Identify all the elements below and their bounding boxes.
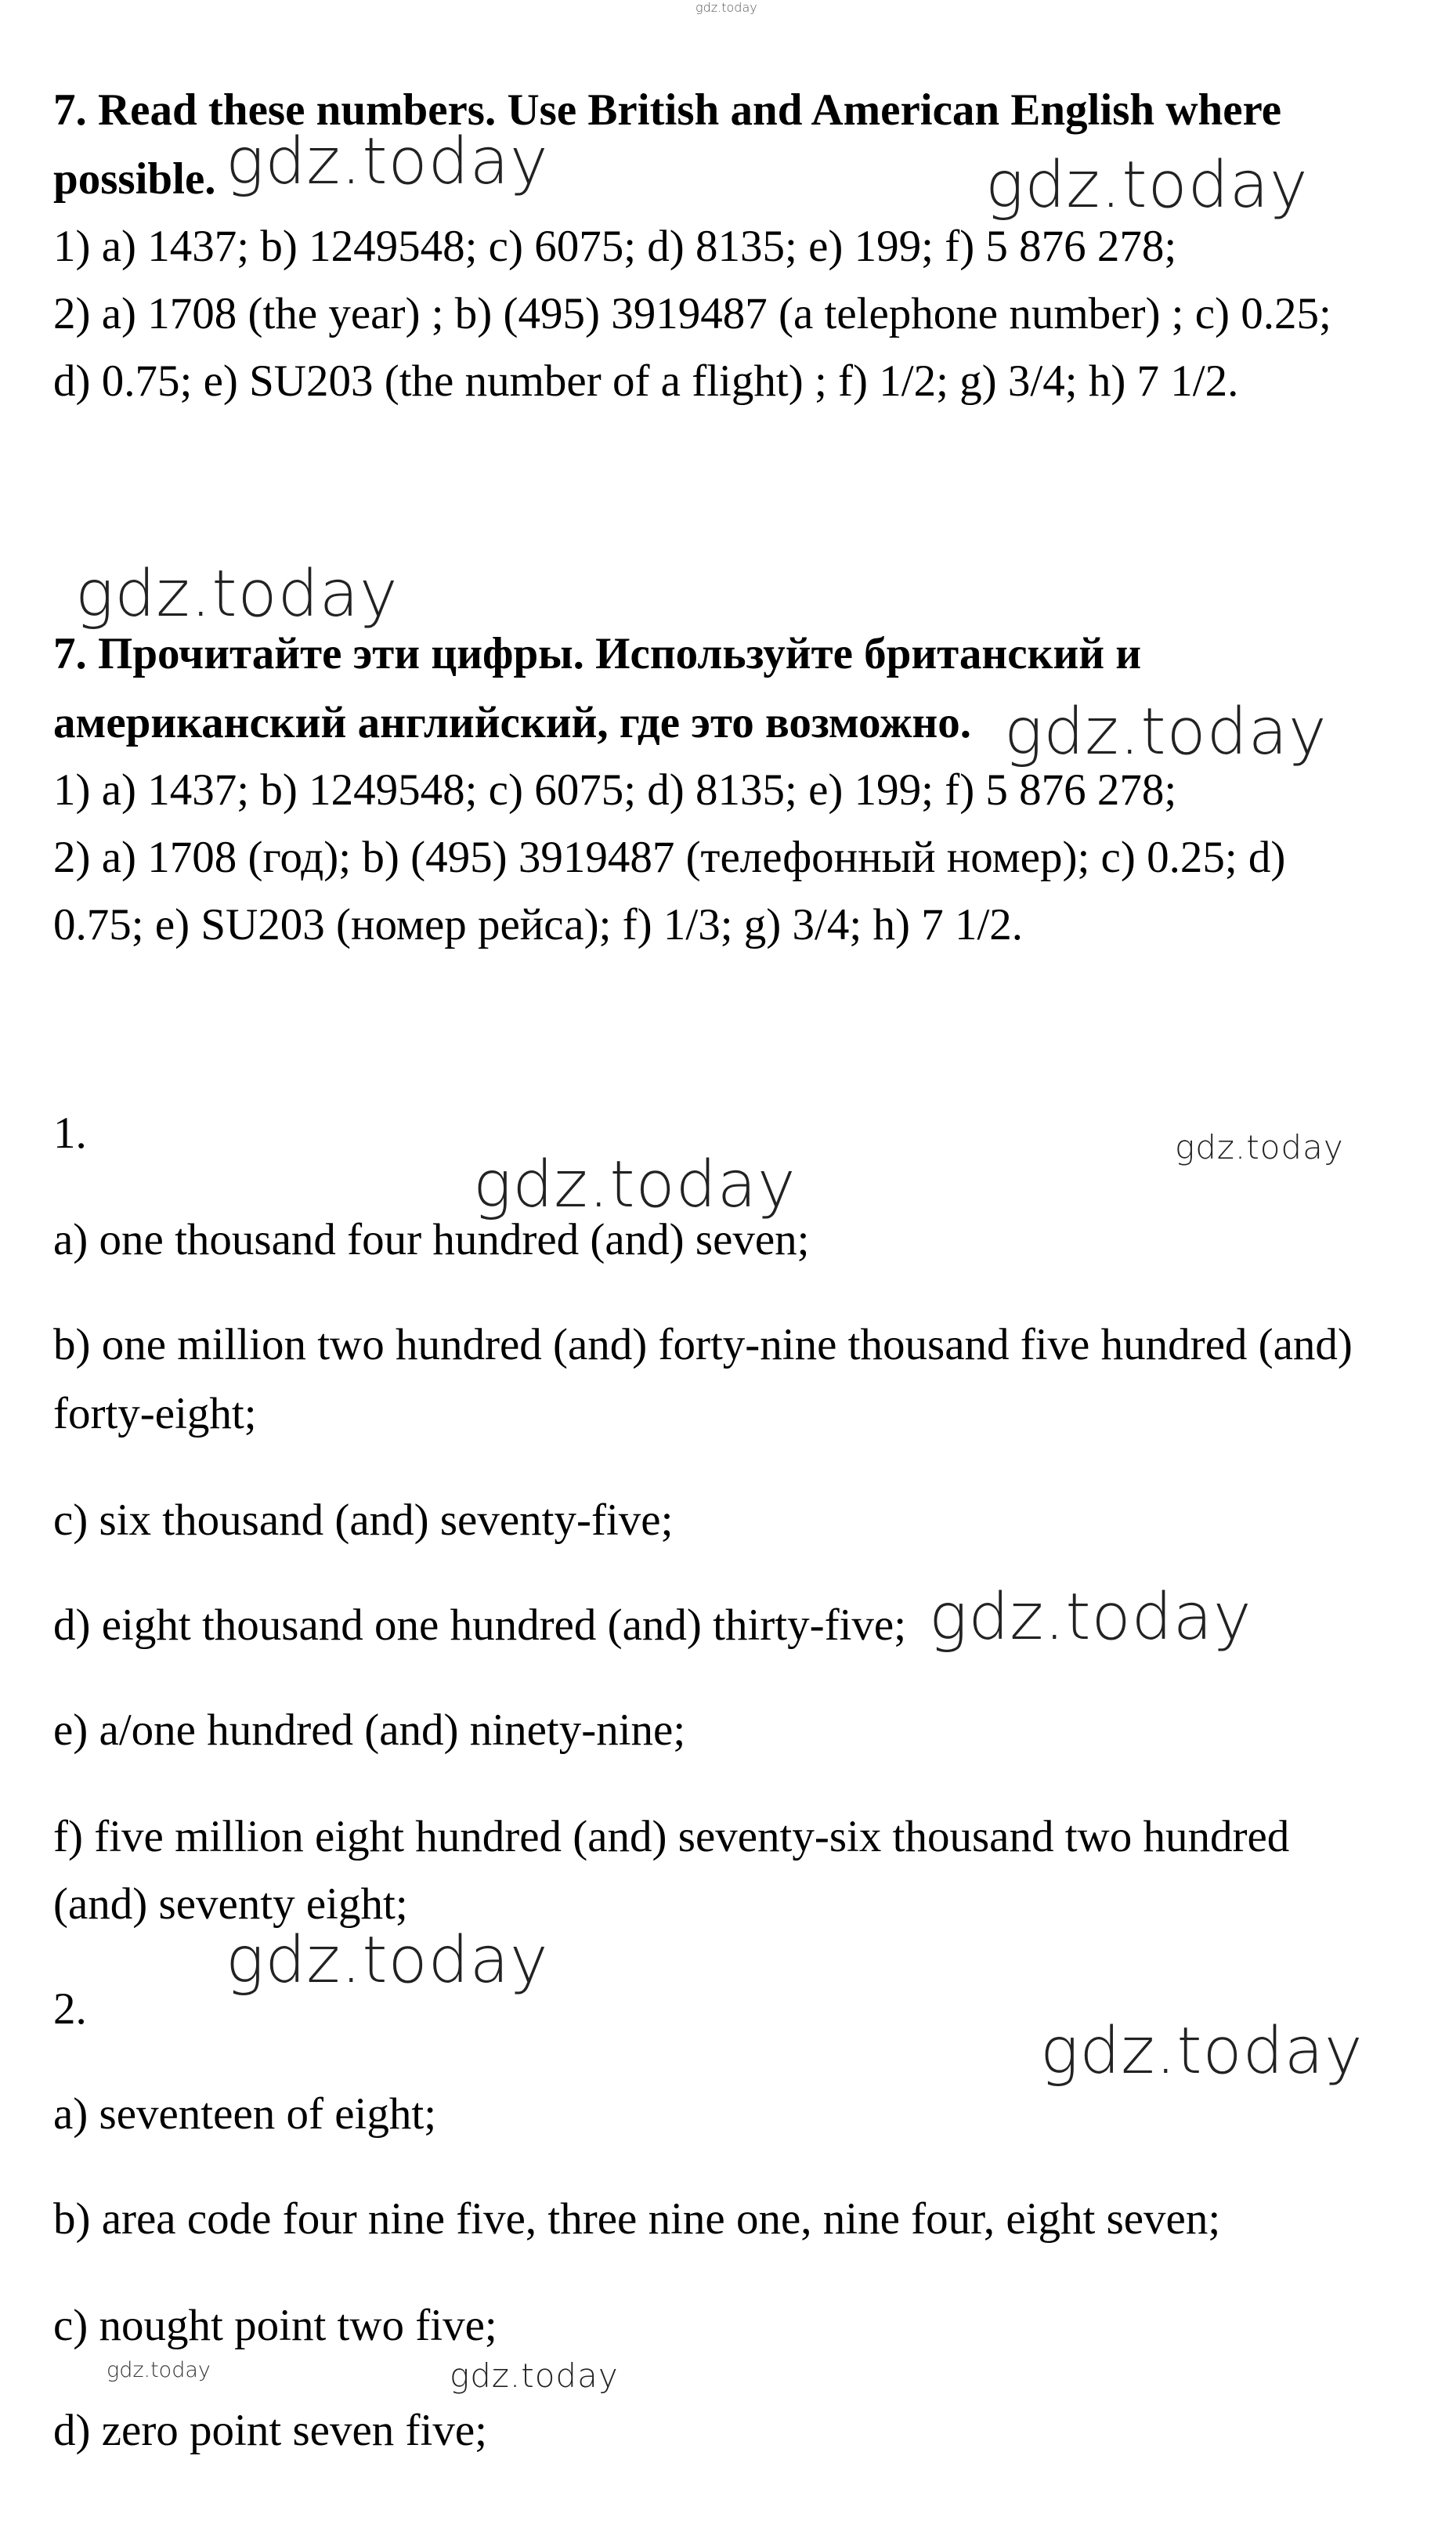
english-task-line1: 1) a) 1437; b) 1249548; c) 6075; d) 8135; e) 199; f) 5 876 278; — [53, 222, 1177, 271]
russian-task-line3: 0.75; e) SU203 (номер рейса); f) 1/3; g) 3/4; h) 7 1/2. — [53, 900, 1024, 949]
english-task-line3: d) 0.75; e) SU203 (the number of a flight) ; f) 1/2; g) 3/4; h) 7 1/2. — [53, 356, 1239, 406]
answer-2b: b) area code four nine five, three nine one, nine four, eight seven; — [53, 2194, 1221, 2244]
answer-1f-line2: (and) seventy eight; — [53, 1879, 408, 1929]
watermark: gdz.today — [107, 2358, 211, 2382]
answer-2a: a) seventeen of eight; — [53, 2089, 437, 2139]
russian-task-heading-line1: 7. Прочитайте эти цифры. Используйте британский и — [53, 629, 1142, 678]
watermark: gdz.today — [450, 2356, 619, 2395]
answer-1b-line2: forty-eight; — [53, 1389, 257, 1438]
answer-1f-line1: f) five million eight hundred (and) seventy-six thousand two hundred — [53, 1812, 1290, 1861]
watermark: gdz.today — [1040, 2014, 1364, 2089]
answer-1e: e) a/one hundred (and) ninety-nine; — [53, 1705, 686, 1755]
russian-task-line1: 1) a) 1437; b) 1249548; c) 6075; d) 8135; e) 199; f) 5 876 278; — [53, 765, 1177, 815]
answer-2d: d) zero point seven five; — [53, 2406, 487, 2455]
answer-1c: c) six thousand (and) seventy-five; — [53, 1495, 674, 1545]
answer-1a: a) one thousand four hundred (and) seven; — [53, 1215, 810, 1264]
watermark: gdz.today — [226, 125, 549, 199]
russian-task-line2: 2) a) 1708 (год); b) (495) 3919487 (телефонный номер); c) 0.25; d) — [53, 833, 1286, 882]
english-task-heading-line1: 7. Read these numbers. Use British and American English where — [53, 85, 1282, 135]
answers-part2-label: 2. — [53, 1984, 87, 2034]
watermark-top: gdz.today — [695, 0, 757, 15]
watermark: gdz.today — [1175, 1128, 1344, 1166]
watermark: gdz.today — [473, 1148, 797, 1222]
watermark: gdz.today — [929, 1580, 1252, 1655]
answer-2c: c) nought point two five; — [53, 2301, 497, 2350]
watermark: gdz.today — [985, 148, 1309, 222]
russian-task-heading-line2: американский английский, где это возможно. — [53, 698, 972, 747]
watermark: gdz.today — [226, 1923, 549, 1998]
english-task-line2: 2) a) 1708 (the year) ; b) (495) 3919487 (a telephone number) ; c) 0.25; — [53, 289, 1331, 338]
answer-1b-line1: b) one million two hundred (and) forty-nine thousand five hundred (and) — [53, 1320, 1353, 1369]
answers-part1-label: 1. — [53, 1108, 87, 1158]
watermark: gdz.today — [1004, 695, 1328, 769]
answer-1d: d) eight thousand one hundred (and) thirty-five; — [53, 1600, 907, 1650]
english-task-heading-line2: possible. — [53, 154, 216, 204]
watermark: gdz.today — [75, 557, 399, 631]
